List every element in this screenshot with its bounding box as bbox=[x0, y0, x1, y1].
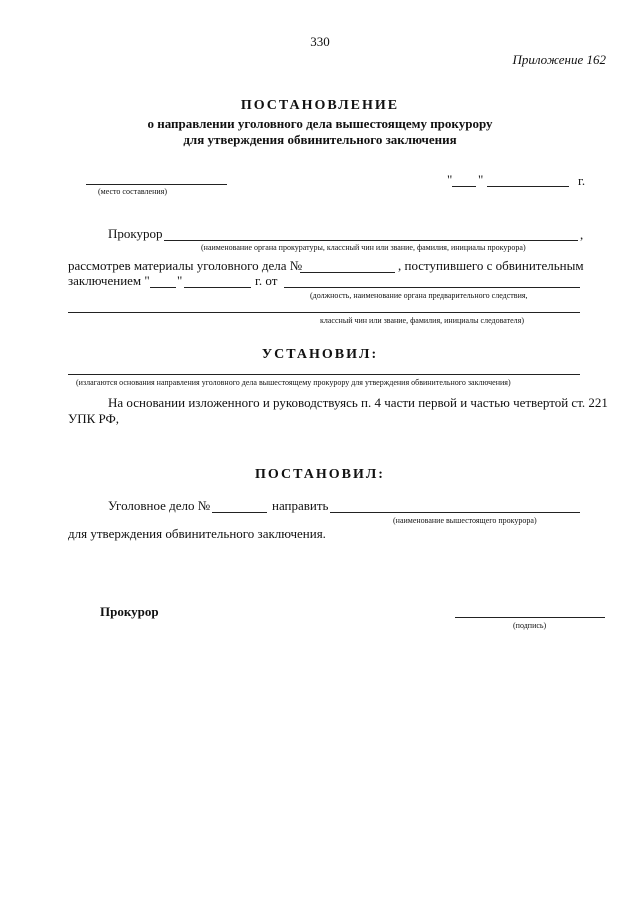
date-month-line[interactable] bbox=[487, 186, 569, 187]
superior-prosecutor-line[interactable] bbox=[330, 512, 580, 513]
indictment-day-line[interactable] bbox=[150, 287, 176, 288]
investigator-position-line[interactable] bbox=[284, 287, 580, 288]
indictment-text-c: г. от bbox=[255, 273, 278, 288]
date-year-suffix: г. bbox=[578, 173, 586, 188]
resolved-heading: ПОСТАНОВИЛ: bbox=[255, 467, 385, 482]
date-quote-close: " bbox=[478, 172, 484, 187]
case-number-line[interactable] bbox=[300, 272, 395, 273]
date-day-line[interactable] bbox=[452, 186, 476, 187]
indictment-month-line[interactable] bbox=[184, 287, 251, 288]
position-caption: (должность, наименование органа предварительного следствия, bbox=[310, 291, 528, 300]
established-line[interactable] bbox=[68, 374, 580, 375]
signature-label: Прокурор bbox=[100, 604, 159, 619]
resolved-text-a: Уголовное дело № bbox=[108, 498, 211, 513]
page-number: 330 bbox=[310, 34, 330, 49]
prosecutor-caption: (наименование органа прокуратуры, классный чин или звание, фамилия, инициалы прокурора) bbox=[201, 243, 526, 252]
established-heading: УСТАНОВИЛ: bbox=[261, 347, 379, 362]
established-paragraph-line1: На основании изложенного и руководствуясь п. 4 части первой и частью четвертой ст. 221 bbox=[108, 395, 608, 410]
established-paragraph-line2: УПК РФ, bbox=[68, 411, 120, 426]
appendix-label: Приложение 162 bbox=[512, 52, 606, 67]
indictment-text-b: " bbox=[177, 273, 183, 288]
document-title: ПОСТАНОВЛЕНИЕ bbox=[240, 98, 400, 113]
resolved-text-line2: для утверждения обвинительного заключения. bbox=[68, 526, 326, 541]
resolved-text-b: направить bbox=[272, 498, 329, 513]
document-subtitle-line2: для утверждения обвинительного заключения bbox=[183, 132, 457, 147]
place-line[interactable] bbox=[86, 184, 227, 185]
place-caption: (место составления) bbox=[98, 187, 167, 196]
signature-caption: (подпись) bbox=[513, 621, 547, 630]
date-quote-open: " bbox=[447, 172, 453, 187]
prosecutor-line[interactable] bbox=[164, 240, 578, 241]
document-subtitle-line1: о направлении уголовного дела вышестоящему прокурору bbox=[147, 116, 493, 131]
superior-prosecutor-caption: (наименование вышестоящего прокурора) bbox=[393, 516, 537, 525]
materials-text-b: , поступившего с обвинительным bbox=[398, 258, 584, 273]
prosecutor-label: Прокурор bbox=[108, 226, 163, 241]
investigator-name-line[interactable] bbox=[68, 312, 580, 313]
prosecutor-comma: , bbox=[580, 227, 584, 242]
resolved-case-number-line[interactable] bbox=[212, 512, 267, 513]
materials-text-a: рассмотрев материалы уголовного дела № bbox=[68, 258, 303, 273]
established-caption: (излагаются основания направления уголовного дела вышестоящему прокурору для утверждения обвинительного заключения) bbox=[76, 378, 511, 387]
signature-line[interactable] bbox=[455, 617, 605, 618]
indictment-text-a: заключением " bbox=[68, 273, 150, 288]
investigator-caption: классный чин или звание, фамилия, инициалы следователя) bbox=[320, 316, 524, 325]
